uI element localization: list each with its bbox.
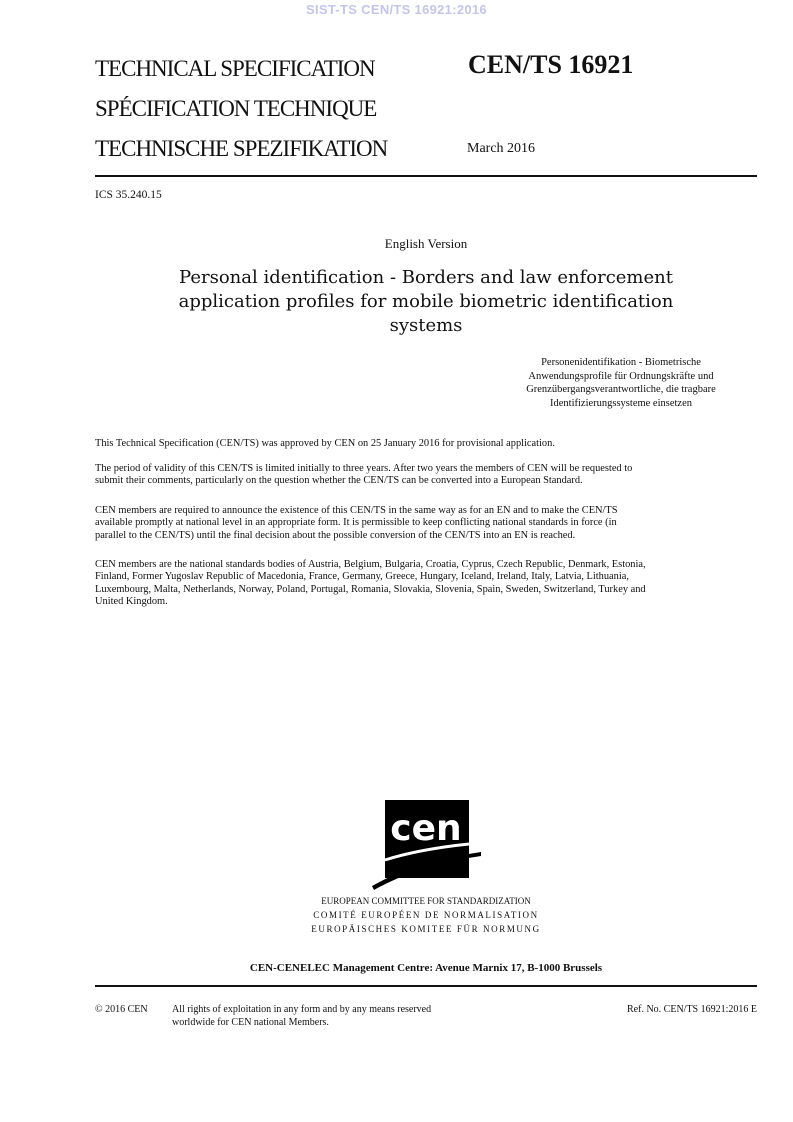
validity-paragraph (95, 463, 757, 488)
paragraph-line: available promptly at national level in an appropriate form. It is permissible to keep conflicting national standards in force (in (95, 517, 617, 529)
rights-line: worldwide for CEN national Members. (172, 1016, 329, 1028)
org-name-fr: COMITÉ EUROPÉEN DE NORMALISATION (313, 910, 539, 920)
reference-number: Ref. No. CEN/TS 16921:2016 E (627, 1004, 757, 1015)
copyright: © 2016 CEN (95, 1004, 148, 1015)
title-line: Personal identification - Borders and law enforcement (179, 267, 673, 288)
org-name-de: EUROPÄISCHES KOMITEE FÜR NORMUNG (311, 924, 541, 934)
german-title (484, 356, 758, 410)
footer-rule (95, 985, 757, 987)
approval-paragraph (95, 438, 757, 450)
paragraph-line: Luxembourg, Malta, Netherlands, Norway, Poland, Portugal, Romania, Slovakia, Slovenia, Spain, Sweden, Switzerland, Turkey and (95, 583, 646, 595)
paragraph-line: United Kingdom. (95, 596, 168, 608)
announcement-paragraph (95, 505, 757, 542)
document-title (150, 266, 702, 338)
header-rule (95, 175, 757, 177)
paragraph-line: Finland, Former Yugoslav Republic of Macedonia, France, Germany, Greece, Hungary, Iceland, Ireland, Italy, Latvia, Lithuania, (95, 571, 629, 583)
german-title-line: Personenidentifikation - Biometrische (541, 357, 701, 368)
spec-title-en: TECHNICAL SPECIFICATION (95, 56, 375, 81)
paragraph-line: parallel to the CEN/TS) until the final decision about the possible conversion of the CEN/TS into an EN is reached. (95, 529, 576, 541)
document-date: March 2016 (467, 141, 536, 156)
document-number: CEN/TS 16921 (468, 50, 634, 79)
german-title-line: Grenzübergangsverantwortliche, die tragbare (526, 384, 716, 395)
org-name-en: EUROPEAN COMMITTEE FOR STANDARDIZATION (321, 896, 531, 906)
rights-statement (172, 1004, 431, 1029)
watermark: SIST-TS CEN/TS 16921:2016 (306, 2, 487, 17)
paragraph-line: CEN members are the national standards bodies of Austria, Belgium, Bulgaria, Croatia, Cyprus, Czech Republic, Denmark, Estonia, (95, 559, 646, 570)
spec-title-fr: SPÉCIFICATION TECHNIQUE (95, 96, 377, 121)
management-centre: CEN-CENELEC Management Centre: Avenue Marnix 17, B-1000 Brussels (249, 962, 603, 974)
members-paragraph (95, 559, 757, 609)
title-line: application profiles for mobile biometric identification (178, 291, 674, 312)
paragraph-line: submit their comments, particularly on the question whether the CEN/TS can be converted into a European Standard. (95, 475, 583, 487)
language-version: English Version (384, 236, 468, 251)
rights-line: All rights of exploitation in any form and by any means reserved (172, 1004, 432, 1015)
german-title-line: Anwendungsprofile für Ordnungskräfte und (528, 370, 714, 382)
spec-title-de: TECHNISCHE SPEZIFIKATION (95, 136, 388, 161)
cen-logo-icon (370, 800, 482, 890)
ics-code: ICS 35.240.15 (95, 189, 162, 201)
title-line: systems (389, 315, 463, 336)
paragraph-line: This Technical Specification (CEN/TS) was approved by CEN on 25 January 2016 for provisional application. (95, 438, 555, 449)
paragraph-line: The period of validity of this CEN/TS is limited initially to three years. After two years the members of CEN will be requested to (95, 463, 633, 474)
logo-text: cen (390, 808, 462, 849)
paragraph-line: CEN members are required to announce the existence of this CEN/TS in the same way as for an EN and to make the CEN/TS (95, 505, 618, 516)
german-title-line: Identifizierungssysteme einsetzen (550, 397, 692, 409)
